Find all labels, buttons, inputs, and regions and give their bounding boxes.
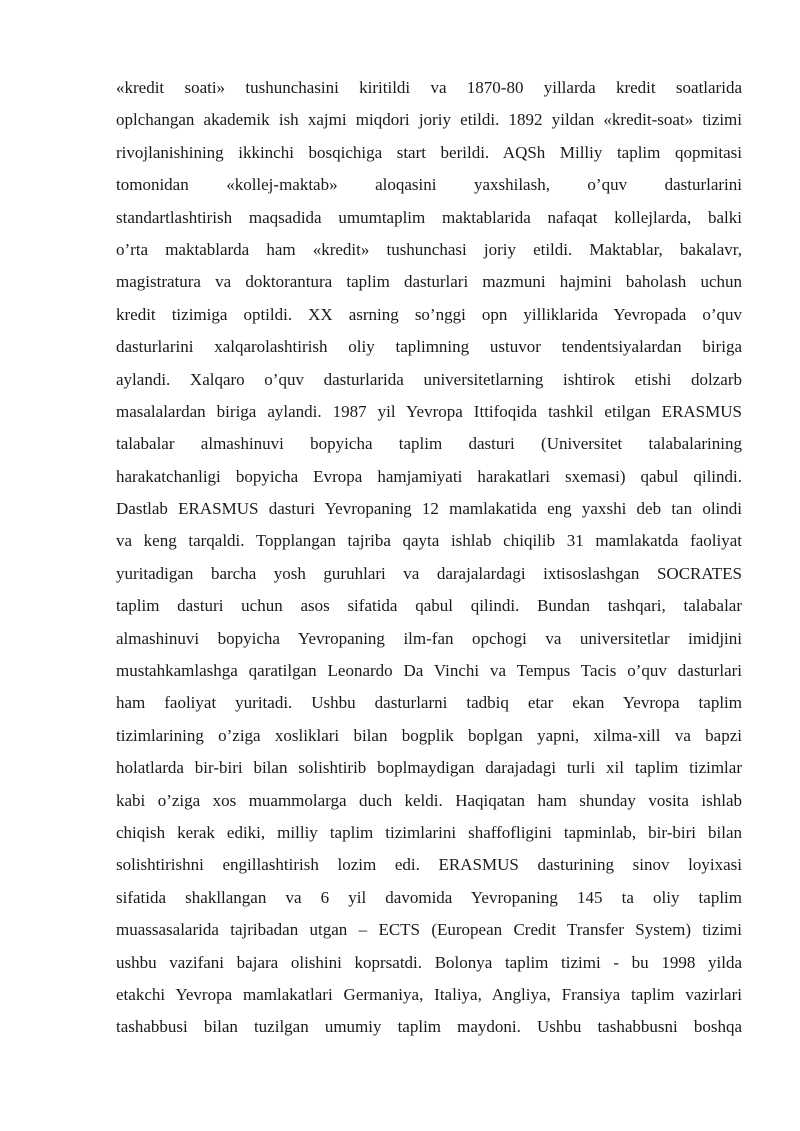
text-line: kabi o’ziga xos muammolarga duch keldi. Haqiqatan ham shunday vosita ishlab (116, 790, 742, 810)
text-line: masalalardan biriga aylandi. 1987 yil Yevropa Ittifoqida tashkil etilgan ERASMUS (116, 401, 742, 421)
text-line: va keng tarqaldi. Topplangan tajriba qayta ishlab chiqilib 31 mamlakatda faoliyat (116, 531, 742, 551)
text-line: talabalar almashinuvi bopyicha taplim dasturi (Universitet talabalarining (116, 434, 742, 454)
text-line: etakchi Yevropa mamlakatlari Germaniya, Italiya, Angliya, Fransiya taplim vazirlari (116, 984, 742, 1004)
text-line: taplim dasturi uchun asos sifatida qabul qilindi. Bundan tashqari, talabalar (116, 596, 742, 616)
text-line: muassasalarida tajribadan utgan – ECTS (European Credit Transfer System) tizimi (116, 920, 742, 940)
text-line: standartlashtirish maqsadida umumtaplim maktablarida nafaqat kollejlarda, balki (116, 207, 742, 227)
text-line: yuritadigan barcha yosh guruhlari va darajalardagi ixtisoslashgan SOCRATES (116, 563, 742, 583)
text-line: sifatida shakllangan va 6 yil davomida Yevropaning 145 ta oliy taplim (116, 887, 742, 907)
text-line: o’rta maktablarda ham «kredit» tushunchasi joriy etildi. Maktablar, bakalavr, (116, 239, 742, 259)
text-line: chiqish kerak ediki, milliy taplim tizimlarini shaffofligini tapminlab, bir-biri bilan (116, 822, 742, 842)
text-line: almashinuvi bopyicha Yevropaning ilm-fan opchogi va universitetlar imidjini (116, 628, 742, 648)
text-line: tashabbusi bilan tuzilgan umumiy taplim maydoni. Ushbu tashabbusni boshqa (116, 1017, 742, 1037)
text-line: tomonidan «kollej-maktab» aloqasini yaxshilash, o’quv dasturlarini (116, 175, 742, 195)
body-text (116, 72, 742, 1044)
text-line: magistratura va doktorantura taplim dasturlari mazmuni hajmini baholash uchun (116, 272, 742, 292)
text-line: oplchangan akademik ish xajmi miqdori joriy etildi. 1892 yildan «kredit-soat» tizimi (116, 110, 742, 130)
text-line: Dastlab ERASMUS dasturi Yevropaning 12 mamlakatida eng yaxshi deb tan olindi (116, 499, 742, 519)
text-line: aylandi. Xalqaro o’quv dasturlarida universitetlarning ishtirok etishi dolzarb (116, 369, 742, 389)
text-line: harakatchanligi bopyicha Evropa hamjamiyati harakatlari sxemasi) qabul qilindi. (116, 466, 742, 486)
text-line: solishtirishni engillashtirish lozim edi. ERASMUS dasturining sinov loyixasi (116, 855, 742, 875)
text-line: rivojlanishining ikkinchi bosqichiga start berildi. AQSh Milliy taplim qopmitasi (116, 142, 742, 162)
text-line: tizimlarining o’ziga xosliklari bilan bogplik boplgan yapni, xilma-xill va bapzi (116, 725, 742, 745)
text-line: kredit tizimiga optildi. XX asrning so’nggi opn yilliklarida Yevropada o’quv (116, 304, 742, 324)
text-line: ushbu vazifani bajara olishini koprsatdi. Bolonya taplim tizimi - bu 1998 yilda (116, 952, 742, 972)
text-line: ham faoliyat yuritadi. Ushbu dasturlarni tadbiq etar ekan Yevropa taplim (116, 693, 742, 713)
text-line: mustahkamlashga qaratilgan Leonardo Da Vinchi va Tempus Tacis o’quv dasturlari (116, 661, 742, 681)
text-line: dasturlarini xalqarolashtirish oliy taplimning ustuvor tendentsiyalardan biriga (116, 337, 742, 357)
text-line: holatlarda bir-biri bilan solishtirib boplmaydigan darajadagi turli xil taplim tizimlar (116, 758, 742, 778)
text-line: «kredit soati» tushunchasini kiritildi va 1870-80 yillarda kredit soatlarida (116, 78, 742, 97)
